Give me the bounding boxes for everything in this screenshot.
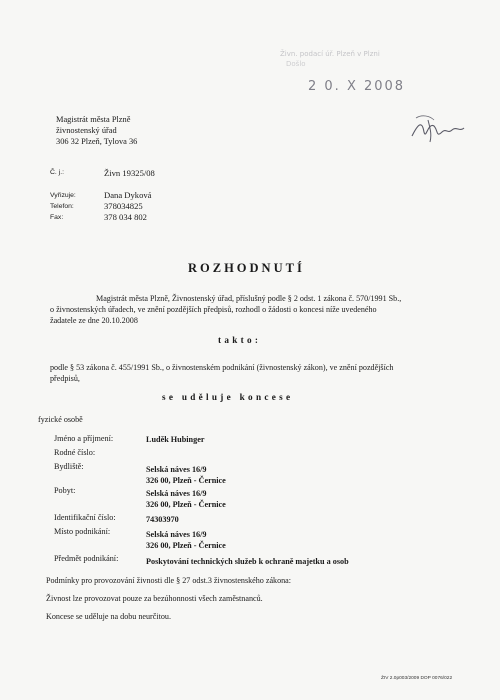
fax-value: 378 034 802 (104, 212, 147, 222)
document-title: ROZHODNUTÍ (188, 261, 305, 275)
conditions-line3: Koncese se uděluje na dobu neurčitou. (46, 612, 171, 621)
predmet-value: Poskytování technických služeb k ochraně majetku a osob (146, 557, 349, 566)
pobyt-value (146, 488, 226, 510)
intro-line3: žadatele ze dne 20.10.2008 (50, 316, 138, 325)
cj-value: Živn 19325/08 (104, 168, 155, 178)
intro-line2: o živnostenských úřadech, ve znění pozdějších předpisů, rozhodl o žádosti o koncesi níže uvedeného (50, 305, 377, 314)
misto-line2: 326 00, Plzeň - Černice (146, 541, 226, 550)
pobyt-label: Pobyt: (54, 486, 76, 495)
cj-label: Č. j.: (50, 169, 64, 176)
bydliste-label: Bydliště: (54, 462, 84, 471)
stamp-date: 2 0. X 2008 (308, 79, 406, 94)
fax-label: Fax: (50, 214, 64, 221)
misto-value (146, 529, 226, 551)
name-value: Luděk Hubinger (146, 435, 205, 444)
vyrizuje-value: Dana Dyková (104, 190, 152, 200)
law-line2: předpisů, (50, 374, 80, 383)
ic-label: Identifikační číslo: (54, 513, 116, 522)
birth-number-label: Rodné číslo: (54, 448, 96, 457)
predmet-label: Předmět podnikání: (54, 554, 119, 563)
sender-line2: živnostenský úřad (56, 126, 117, 135)
sender-address (56, 114, 137, 147)
bydliste-line1: Selská náves 16/9 (146, 465, 207, 474)
pobyt-line1: Selská náves 16/9 (146, 489, 207, 498)
telefon-label: Telefon: (50, 203, 74, 210)
stamp-text-line2: Došlo (286, 60, 306, 68)
footer-code: ŽIV 2.0p003/2009 DOP 0076/022 (381, 676, 453, 681)
vyrizuje-label: Vyřizuje: (50, 192, 76, 199)
stamp-text-line1: Živn. podací úř. Plzeň v Plzni (280, 50, 380, 58)
sender-line1: Magistrát města Plzně (56, 115, 131, 124)
name-label: Jméno a příjmení: (54, 434, 114, 443)
bydliste-line2: 326 00, Plzeň - Černice (146, 476, 226, 485)
pobyt-line2: 326 00, Plzeň - Černice (146, 500, 226, 509)
intro-line1: Magistrát města Plzně, Živnostenský úřad, příslušný podle § 2 odst. 1 zákona č. 570/1991 Sb., (96, 294, 402, 303)
received-stamp (268, 44, 408, 114)
conditions-line2: Živnost lze provozovat pouze za bezúhonnosti všech zaměstnanců. (46, 594, 263, 603)
recipient-type: fyzické osobě (38, 415, 83, 424)
grant-heading: se uděluje koncese (162, 392, 294, 402)
takto-heading: takto: (218, 335, 262, 345)
misto-line1: Selská náves 16/9 (146, 530, 207, 539)
misto-label: Místo podnikání: (54, 527, 111, 536)
bydliste-value (146, 464, 226, 486)
telefon-value: 378034825 (104, 201, 143, 211)
sender-line3: 306 32 Plzeň, Tylova 36 (56, 137, 138, 146)
law-line1: podle § 53 zákona č. 455/1991 Sb., o živnostenském podnikání (živnostenský zákon), ve znění pozdějších (50, 363, 394, 372)
handwritten-signature (408, 110, 468, 150)
ic-value: 74303970 (146, 515, 179, 524)
conditions-line1: Podmínky pro provozování živnosti dle § 27 odst.3 živnostenského zákona: (46, 576, 292, 585)
